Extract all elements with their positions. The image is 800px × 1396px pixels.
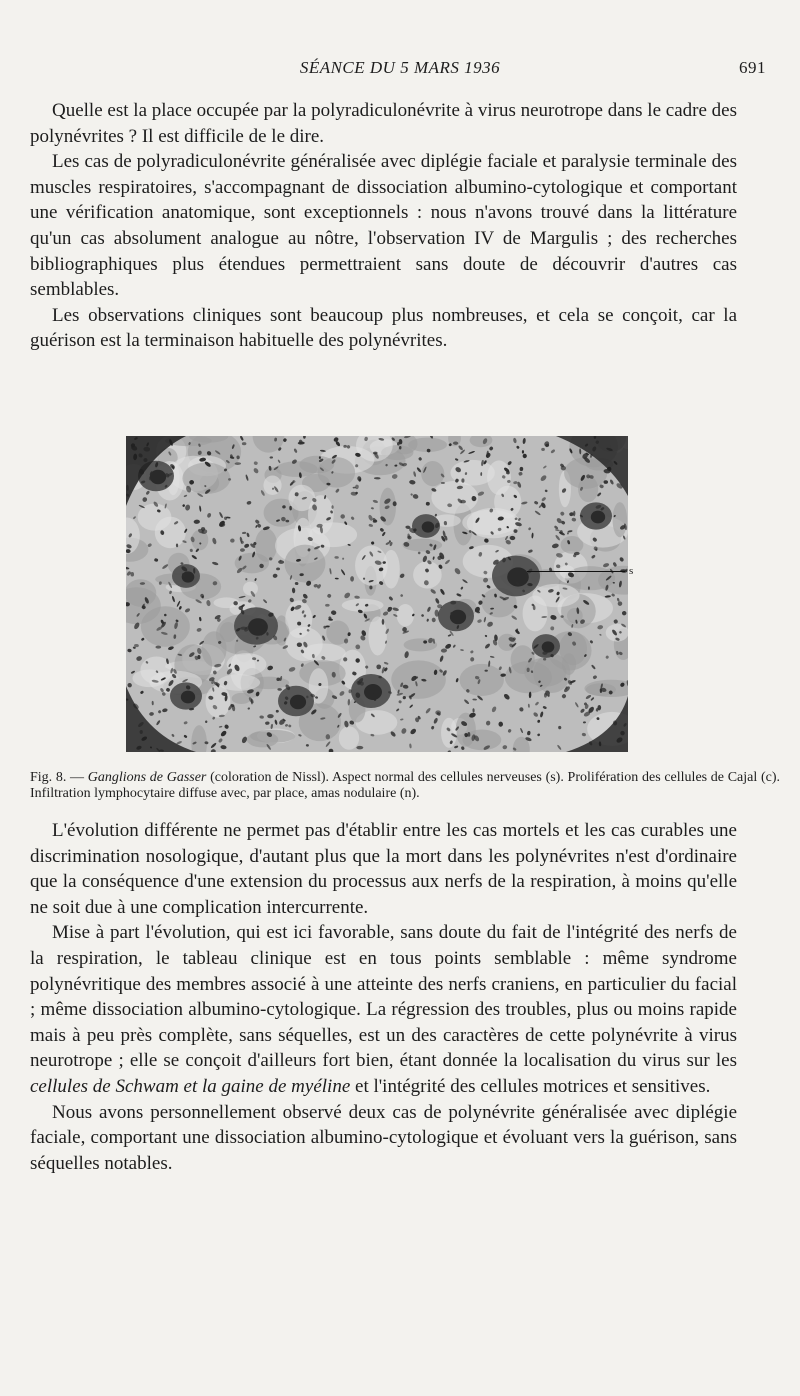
paragraph-text: et l'intégrité des cellules motrices et sensitives. [350, 1075, 711, 1097]
paragraph: Les observations cliniques sont beaucoup plus nombreuses, et cela se conçoit, car la guérison est la terminaison habituelle des polynévrites. [30, 304, 737, 352]
caption-text: (coloration de Nissl). Aspect normal des cellules nerveuses (s). Prolifération des cellules de Cajal (c). Infiltration lymphocytaire diffuse avec, par place, amas nodulaire (n). [30, 770, 780, 801]
paragraph: L'évolution différente ne permet pas d'établir entre les cas mortels et les cas curables une discrimination nosologique, d'autant plus que la mort dans les polynévrites n'est d'ordinaire que la conséquence d'une extension du processus aux nerfs de la respiration, à moins qu'elle ne soit due à une complication intercurrente. [30, 820, 737, 918]
micrograph-figure [126, 436, 628, 752]
micrograph-image [126, 436, 628, 752]
text-block-top [30, 98, 737, 354]
paragraph [30, 920, 737, 1099]
figure-caption [30, 770, 780, 802]
page-number: 691 [739, 58, 766, 77]
paragraph: Nous avons personnellement observé deux cas de polynévrite généralisée avec diplégie faciale, comportant une dissociation albumino-cytologique et évoluant vers la guérison, sans séquelles notables. [30, 1101, 737, 1174]
running-title: SÉANCE DU 5 MARS 1936 [299, 58, 501, 77]
paragraph: Les cas de polyradiculonévrite généralisée avec diplégie faciale et paralysie terminale des muscles respiratoires, s'accompagnant de dissociation albumino-cytologique et comportant une vérification anatomique, sont exceptionnels : nous n'avons trouvé dans la littérature qu'un cas absolument analogue au nôtre, l'observation IV de Margulis ; des recherches bibliographiques plus étendues permettraient sans doute de découvrir d'autres cas semblables. [30, 151, 737, 301]
text-block-bottom [30, 818, 737, 1176]
figure-pointer-line [527, 571, 625, 572]
figure-label-s: s [629, 565, 634, 577]
paragraph-italic: cellules de Schwam et la gaine de myéline [30, 1075, 351, 1097]
caption-number: Fig. 8. — [30, 770, 85, 785]
paragraph-text: Mise à part l'évolution, qui est ici favorable, sans doute du fait de l'intégrité des nerfs de la respiration, le tableau clinique est en tous points semblable : même syndrome polynévritique des membres associé à une atteinte des nerfs craniens, en particulier du facial ; même dissociation albumino-cytologique. La régression des troubles, plus ou moins rapide mais à peu près complète, sans séquelles, est un des caractères de cette polynévrite à virus neurotrope ; elle se conçoit d'ailleurs fort bien, étant donnée la localisation du virus sur les [30, 922, 737, 1072]
caption-title: Ganglions de Gasser [87, 770, 207, 785]
paragraph: Quelle est la place occupée par la polyradiculonévrite à virus neurotrope dans le cadre des polynévrites ? Il est difficile de le dire. [30, 100, 737, 147]
running-head [30, 58, 770, 82]
